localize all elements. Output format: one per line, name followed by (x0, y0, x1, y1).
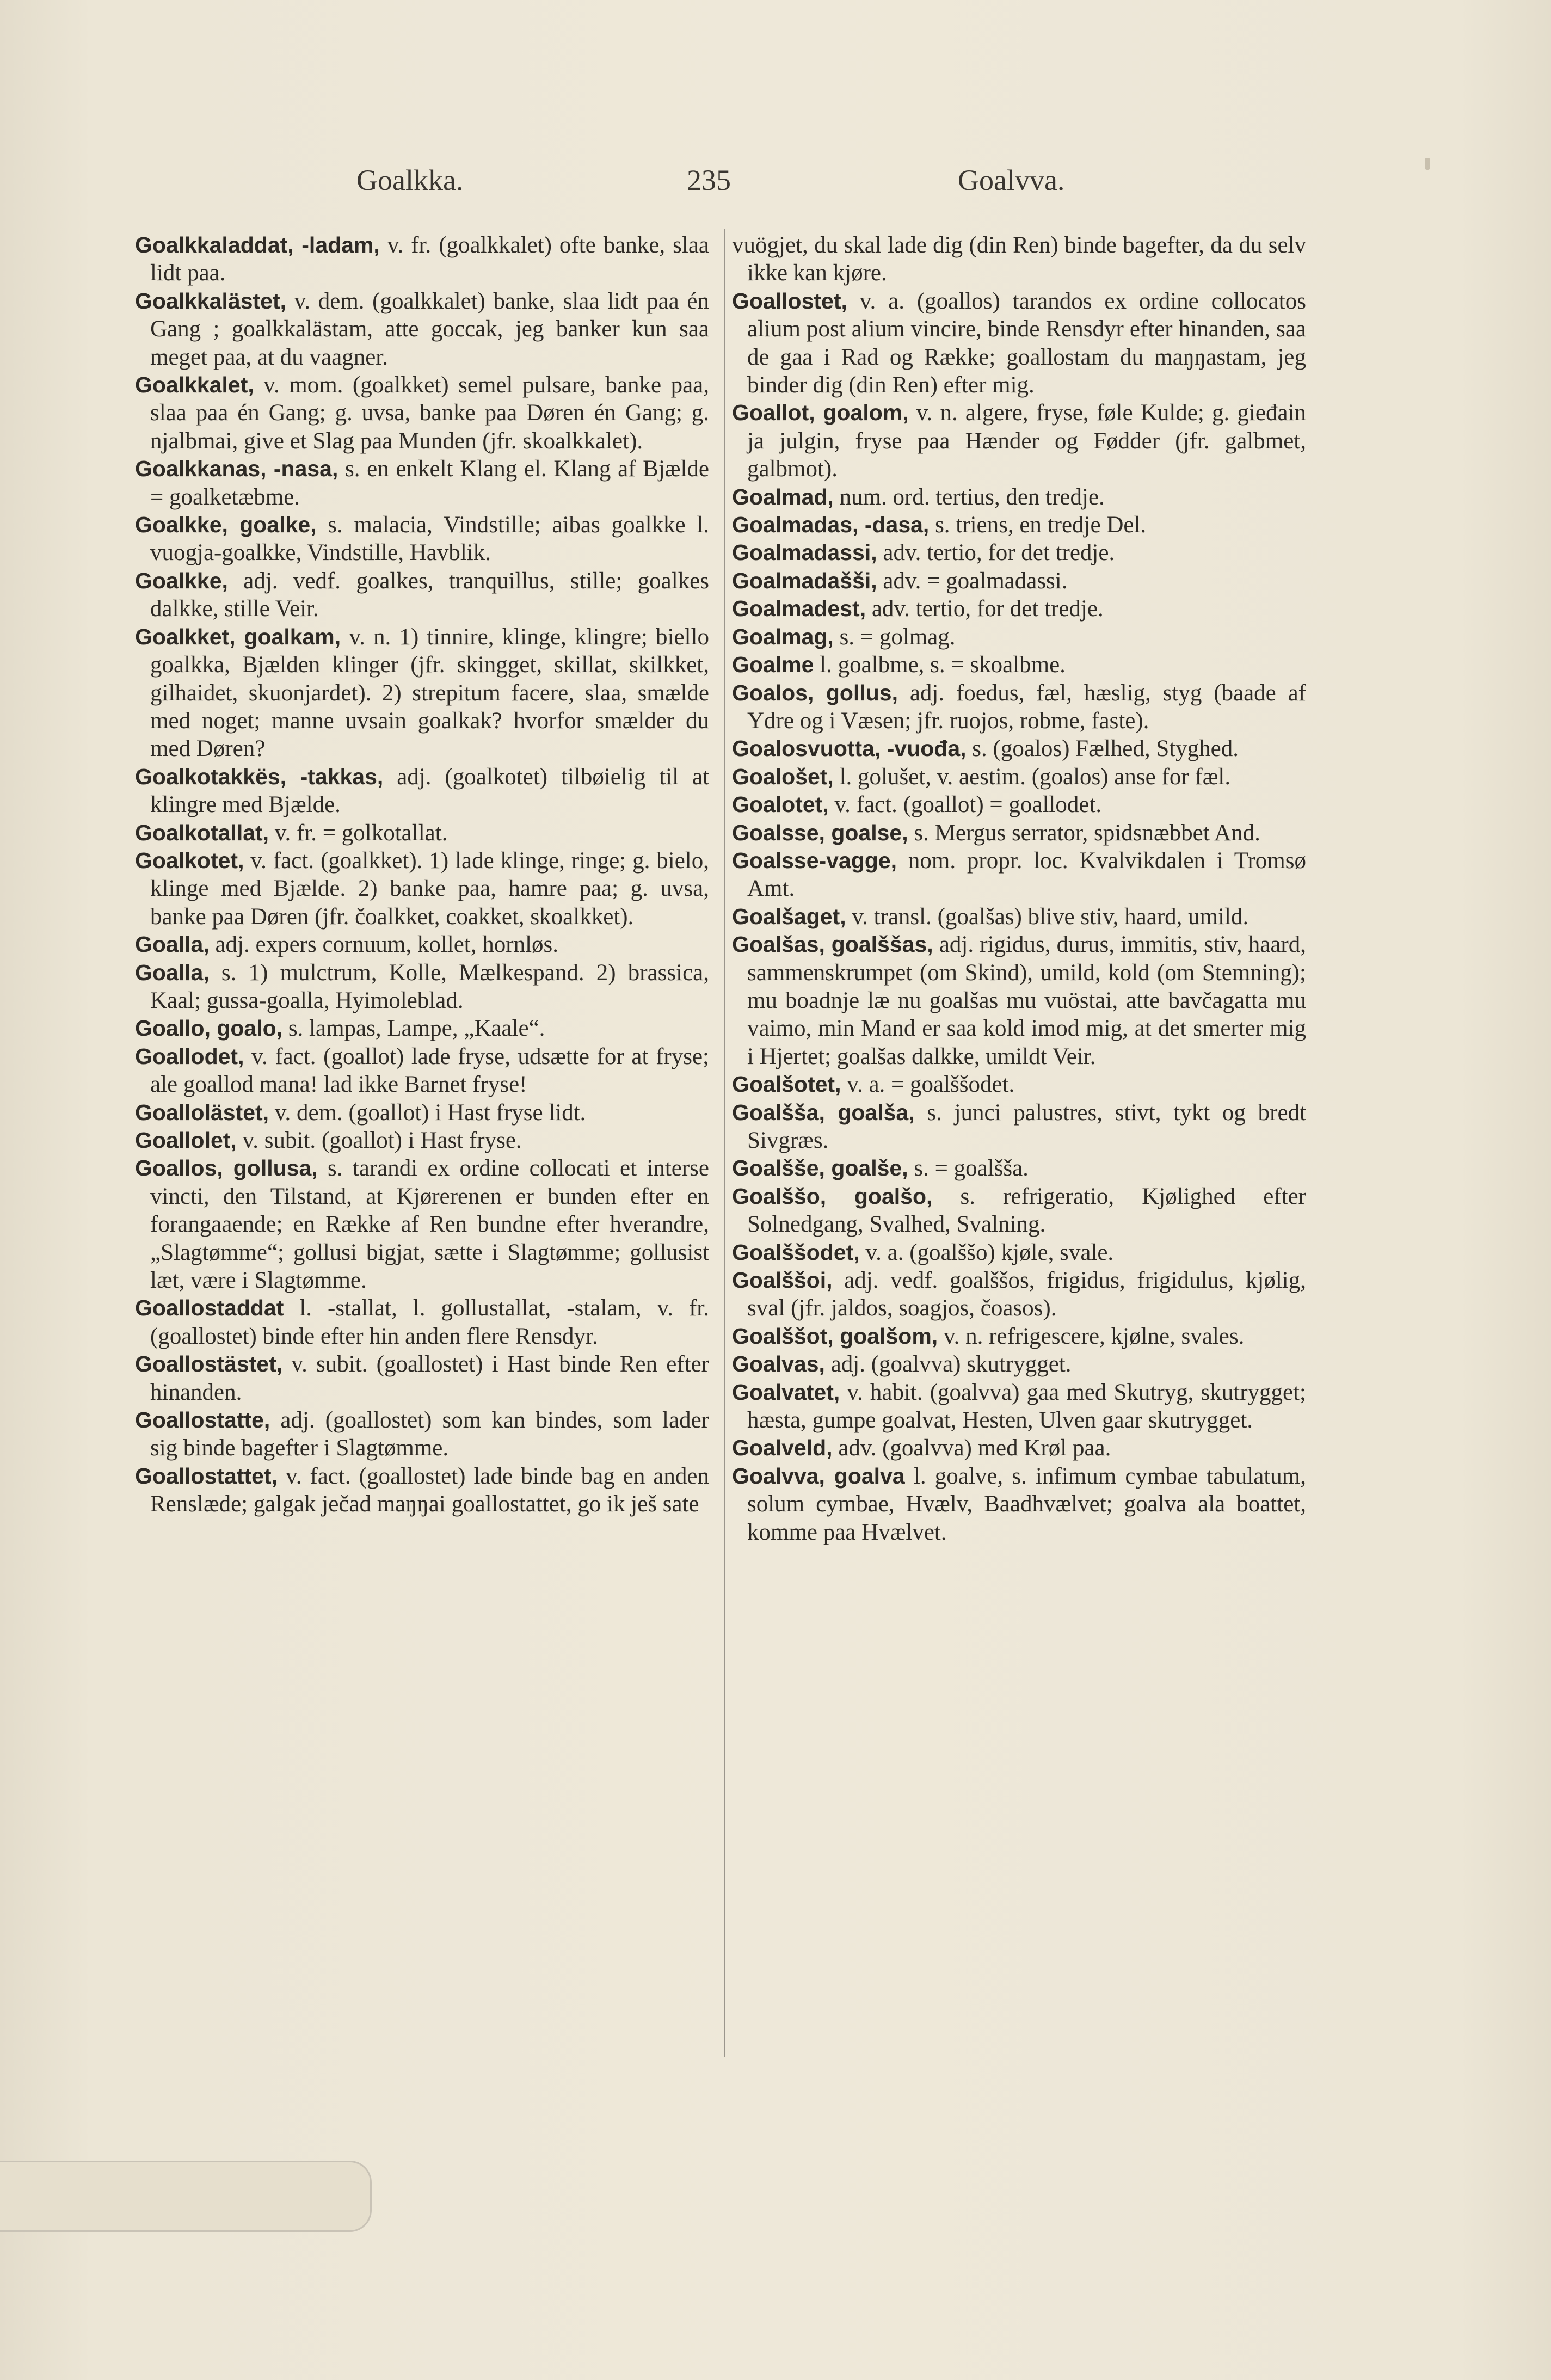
page-number: 235 (687, 164, 731, 196)
dictionary-entry (732, 735, 1306, 762)
entry-headword: Goalos, gollus, (732, 680, 898, 705)
entry-headword: Goallostattet, (135, 1463, 278, 1489)
header-right-word: Goalvva. (958, 164, 1065, 196)
dictionary-entry (135, 231, 709, 287)
dictionary-entry (135, 1350, 709, 1406)
entry-definition: adj. vedf. goalššos, frigidus, frigidulus, kjølig, sval (jfr. jaldos, soagjos, čoasos). (747, 1268, 1306, 1321)
entry-headword: Goalmadas, -dasa, (732, 512, 930, 538)
entry-headword: Goalšaget, (732, 903, 846, 929)
entry-headword: Goalkotakkës, -takkas, (135, 764, 384, 789)
dictionary-entry (732, 1239, 1306, 1266)
dictionary-entry (732, 1323, 1306, 1350)
entry-definition: l. golušet, v. aestim. (goalos) anse for fæl. (833, 764, 1231, 790)
dictionary-entry (732, 483, 1306, 511)
dictionary-entry (135, 287, 709, 371)
dictionary-entry (732, 567, 1306, 595)
entry-headword: Goalkket, goalkam, (135, 624, 341, 649)
dictionary-entry (732, 287, 1306, 399)
entry-headword: Goallostet, (732, 288, 847, 313)
entry-headword: Goalkkalet, (135, 372, 254, 398)
entry-definition: v. dem. (goalkkalet) banke, slaa lidt paa én Gang ; goalkkalästam, atte goccak, jeg banker kun saa meget paa, at du vaagner. (150, 288, 709, 370)
entry-definition: s. = golmag. (833, 624, 956, 650)
entry-definition: v. mom. (goalkket) semel pulsare, banke paa, slaa paa én Gang; g. uvsa, banke paa Døren én Gang; g. njalbmai, give et Slag paa Munden (jfr. skoalkkalet). (150, 372, 709, 454)
dictionary-entry (732, 595, 1306, 623)
entry-definition: nom. propr. loc. Kvalvikdalen i Tromsø Amt. (747, 847, 1306, 902)
dictionary-entry (732, 1154, 1306, 1182)
entry-definition: v. fact. (goallostet) lade binde bag en anden Renslæde; galgak ječad maŋŋai goallostattet, go ik ješ sate (150, 1463, 709, 1517)
entry-definition: v. habit. (goalvva) gaa med Skutryg, skutrygget; hæsta, gumpe goalvat, Hesten, Ulven gaar skutrygget. (747, 1379, 1306, 1434)
dictionary-entry (732, 1071, 1306, 1098)
entry-headword: Goalosvuotta, -vuođa, (732, 736, 967, 761)
entry-headword: Goalla, (135, 960, 210, 985)
page-tab-marker (0, 2161, 372, 2232)
entry-headword: Goalkotallat, (135, 820, 269, 845)
dictionary-entry (135, 1154, 709, 1294)
dictionary-entry (135, 1099, 709, 1127)
dictionary-entry (732, 791, 1306, 819)
entry-definition: s. malacia, Vindstille; aibas goalkke l. vuogja-goalkke, Vindstille, Havblik. (150, 512, 709, 566)
entry-headword: Goalsse, goalse, (732, 820, 908, 845)
entry-headword: Goalkke, (135, 568, 228, 593)
entry-headword: Goalkotet, (135, 847, 244, 873)
dictionary-entry (732, 1379, 1306, 1435)
entry-headword: Goallolästet, (135, 1099, 269, 1125)
entry-definition: s. triens, en tredje Del. (929, 512, 1147, 538)
entry-definition: s. = goalšša. (908, 1155, 1029, 1182)
entry-definition: v. transl. (goalšas) blive stiv, haard, umild. (846, 903, 1249, 930)
entry-definition: v. fr. (goalkkalet) ofte banke, slaa lidt paa. (150, 232, 709, 286)
dictionary-entry (135, 1014, 709, 1042)
entry-definition: l. goalve, s. infimum cymbae tabulatum, solum cymbae, Hvælv, Baadhvælvet; goalva ala boattet, komme paa Hvælvet. (747, 1463, 1306, 1545)
dictionary-entry (732, 623, 1306, 651)
entry-definition: num. ord. tertius, den tredje. (833, 484, 1105, 510)
entry-definition: v. fact. (goallot) = goallodet. (828, 792, 1102, 818)
dictionary-entry (135, 623, 709, 763)
dictionary-entry (135, 1127, 709, 1154)
dictionary-entry (135, 1294, 709, 1350)
entry-headword: Goalšotet, (732, 1072, 841, 1097)
dictionary-entry (732, 1183, 1306, 1239)
column-divider (724, 229, 725, 2057)
entry-definition: v. n. refrigescere, kjølne, svales. (938, 1323, 1245, 1349)
entry-headword: Goallot, goalom, (732, 400, 909, 426)
entry-definition: adv. tertio, for det tredje. (866, 596, 1104, 622)
entry-headword: Goalveld, (732, 1435, 833, 1461)
dictionary-entry (135, 567, 709, 623)
entry-headword: Goalme (732, 652, 814, 678)
dictionary-entry (135, 931, 709, 958)
entry-definition: adj. (goallostet) som kan bindes, som lader sig binde bagefter i Slagtømme. (150, 1407, 709, 1461)
entry-headword: Goalsse-vagge, (732, 847, 897, 873)
entry-definition: v. n. 1) tinnire, klinge, klingre; biello goalkka, Bjælden klinger (jfr. skingget, skillat, skilkket, gilhaidet, skuonjardet). 2) strepitum facere, slaa, smælde med noget; manne uvsain goalkak? hvorfor smælder du med Døren? (150, 624, 709, 762)
dictionary-entry (135, 1462, 709, 1518)
entry-headword: Goalmadest, (732, 596, 866, 622)
entry-definition: v. n. algere, fryse, føle Kulde; g. gieđain ja julgin, fryse paa Hænder og Fødder (jfr. galbmet, galbmot). (747, 400, 1306, 482)
dictionary-entry (135, 847, 709, 931)
dictionary-entry (732, 651, 1306, 679)
entry-headword: Goalkkanas, -nasa, (135, 456, 338, 482)
entry-headword: Goalkkalästet, (135, 288, 287, 313)
entry-definition: l. -stallat, l. gollustallat, -stalam, v. fr. (goallostet) binde efter hin anden flere Rensdyr. (150, 1295, 709, 1349)
entry-definition: adv. (goalvva) med Krøl paa. (832, 1435, 1111, 1461)
entry-definition: v. a. (goallos) tarandos ex ordine collocatos alium post alium vincire, binde Rensdyr efter hinanden, saa de gaa i Rad og Række; goallostam du maŋŋastam, jeg binder dig (din Ren) efter mig. (747, 288, 1306, 398)
entry-headword: Goalmadassi, (732, 540, 877, 565)
entry-definition: adv. tertio, for det tredje. (877, 540, 1115, 566)
entry-headword: Goalotet, (732, 792, 829, 817)
dictionary-entry (135, 1406, 709, 1462)
entry-headword: Goalššot, goalšom, (732, 1323, 938, 1349)
dictionary-entry (135, 763, 709, 819)
entry-definition: s. 1) mulctrum, Kolle, Mælkespand. 2) brassica, Kaal; gussa-goalla, Hyimoleblad. (150, 960, 709, 1013)
entry-definition: vuögjet, du skal lade dig (din Ren) binde bagefter, da du selv ikke kan kjøre. (732, 232, 1306, 286)
dictionary-entry (732, 231, 1306, 287)
entry-headword: Goallolet, (135, 1128, 237, 1153)
entry-definition: v. a. = goalššodet. (841, 1072, 1015, 1098)
dictionary-entry (732, 679, 1306, 735)
entry-definition: s. en enkelt Klang el. Klang af Bjælde = goalketæbme. (150, 456, 709, 510)
entry-definition: s. tarandi ex ordine collocati et interse vincti, den Tilstand, at Kjørerenen er bunden efter en forangaaende; en Række af Ren bundne efter hverandre, „Slagtømme“; gollusi bigjat, sætte i Slagtømme; gollusist læt, være i Slagtømme. (150, 1155, 710, 1294)
entry-definition: v. dem. (goallot) i Hast fryse lidt. (269, 1099, 586, 1126)
dictionary-entry (135, 511, 709, 567)
dictionary-entry (732, 1099, 1306, 1155)
dictionary-entry (732, 1350, 1306, 1378)
entry-definition: v. subit. (goallostet) i Hast binde Ren efter hinanden. (150, 1351, 709, 1405)
entry-definition: v. fact. (goalkket). 1) lade klinge, ringe; g. bielo, klinge med Bjælde. 2) banke paa, hamre paa; g. uvsa, banke paa Døren (jfr. čoalkket, coakket, skoalkket). (150, 847, 709, 930)
entry-headword: Goalššoi, (732, 1268, 833, 1293)
entry-headword: Goallostaddat (135, 1295, 284, 1321)
entry-headword: Goalššo, goalšo, (732, 1183, 933, 1209)
entry-headword: Goalkke, goalke, (135, 512, 317, 538)
dictionary-entry (732, 539, 1306, 567)
entry-definition: l. goalbme, s. = skoalbme. (814, 652, 1066, 678)
entry-headword: Goalšše, goalše, (732, 1155, 908, 1181)
entry-definition: s. refrigeratio, Kjølighed efter Solnedgang, Svalhed, Svalning. (747, 1183, 1306, 1238)
entry-definition: adj. (goalvva) skutrygget. (824, 1351, 1072, 1377)
entry-definition: adj. expers cornuum, kollet, hornløs. (209, 932, 559, 958)
entry-headword: Goalkkaladdat, -ladam, (135, 232, 380, 257)
left-column (135, 231, 709, 1518)
entry-definition: adj. rigidus, durus, immitis, stiv, haard, sammenskrumpet (om Skind), umild, kold (om Stemning); mu boadnje læ nu goalšas mu vuöstai, atte bavčagatta mu vaimo, min Mand er saa kold imod mig, at det smerter mig i Hjertet; goalšas dalkke, umildt Veir. (747, 932, 1306, 1069)
entry-headword: Goalšša, goalša, (732, 1099, 915, 1125)
entry-headword: Goallos, gollusa, (135, 1155, 318, 1181)
header-left-word: Goalkka. (356, 164, 464, 196)
dictionary-entry (732, 1462, 1306, 1546)
entry-definition: s. (goalos) Fælhed, Styghed. (966, 736, 1239, 762)
dictionary-entry (135, 371, 709, 455)
dictionary-entry (732, 931, 1306, 1071)
dictionary-entry (732, 763, 1306, 791)
entry-headword: Goalmad, (732, 484, 834, 509)
dictionary-entry (732, 819, 1306, 847)
entry-headword: Goalššodet, (732, 1239, 860, 1265)
dictionary-entry (732, 399, 1306, 483)
entry-headword: Goallostatte, (135, 1407, 270, 1433)
entry-headword: Goalvas, (732, 1351, 825, 1377)
entry-definition: v. fr. = golkotallat. (269, 820, 448, 846)
entry-definition: v. subit. (goallot) i Hast fryse. (236, 1128, 522, 1153)
dictionary-entry (732, 511, 1306, 539)
entry-headword: Goallostästet, (135, 1351, 283, 1377)
right-column (732, 231, 1306, 1546)
dictionary-entry (135, 455, 709, 511)
dictionary-entry (135, 959, 709, 1015)
entry-definition: s. Mergus serrator, spidsnæbbet And. (908, 820, 1260, 846)
entry-definition: v. a. (goalššo) kjøle, svale. (859, 1239, 1114, 1265)
entry-headword: Goallodet, (135, 1043, 244, 1069)
running-header (0, 163, 1551, 207)
entry-headword: Goalmag, (732, 624, 834, 649)
dictionary-entry (732, 903, 1306, 931)
entry-headword: Goallo, goalo, (135, 1016, 283, 1041)
entry-definition: adv. = goalmadassi. (877, 568, 1068, 594)
entry-headword: Goalvva, goalva (732, 1463, 905, 1489)
entry-headword: Goalšas, goalššas, (732, 932, 933, 957)
entry-definition: adj. foedus, fæl, hæslig, styg (baade af Ydre og i Væsen; jfr. ruojos, robme, faste). (747, 680, 1306, 734)
dictionary-entry (732, 1266, 1306, 1323)
dictionary-entry (732, 847, 1306, 903)
entry-definition: adj. vedf. goalkes, tranquillus, stille; goalkes dalkke, stille Veir. (150, 568, 709, 622)
entry-definition: s. lampas, Lampe, „Kaale“. (282, 1016, 545, 1042)
dictionary-entry (135, 1043, 709, 1099)
entry-definition: s. junci palustres, stivt, tykt og bredt Sivgræs. (747, 1099, 1306, 1153)
entry-headword: Goalošet, (732, 764, 834, 789)
entry-headword: Goalla, (135, 932, 210, 957)
entry-definition: v. fact. (goallot) lade fryse, udsætte for at fryse; ale goallod mana! lad ikke Barnet fryse! (150, 1043, 709, 1098)
entry-definition: adj. (goalkotet) tilbøielig til at klingre med Bjælde. (150, 764, 709, 818)
dictionary-entry (135, 819, 709, 847)
entry-headword: Goalvatet, (732, 1379, 840, 1405)
dictionary-entry (732, 1434, 1306, 1462)
entry-headword: Goalmadašši, (732, 568, 877, 593)
